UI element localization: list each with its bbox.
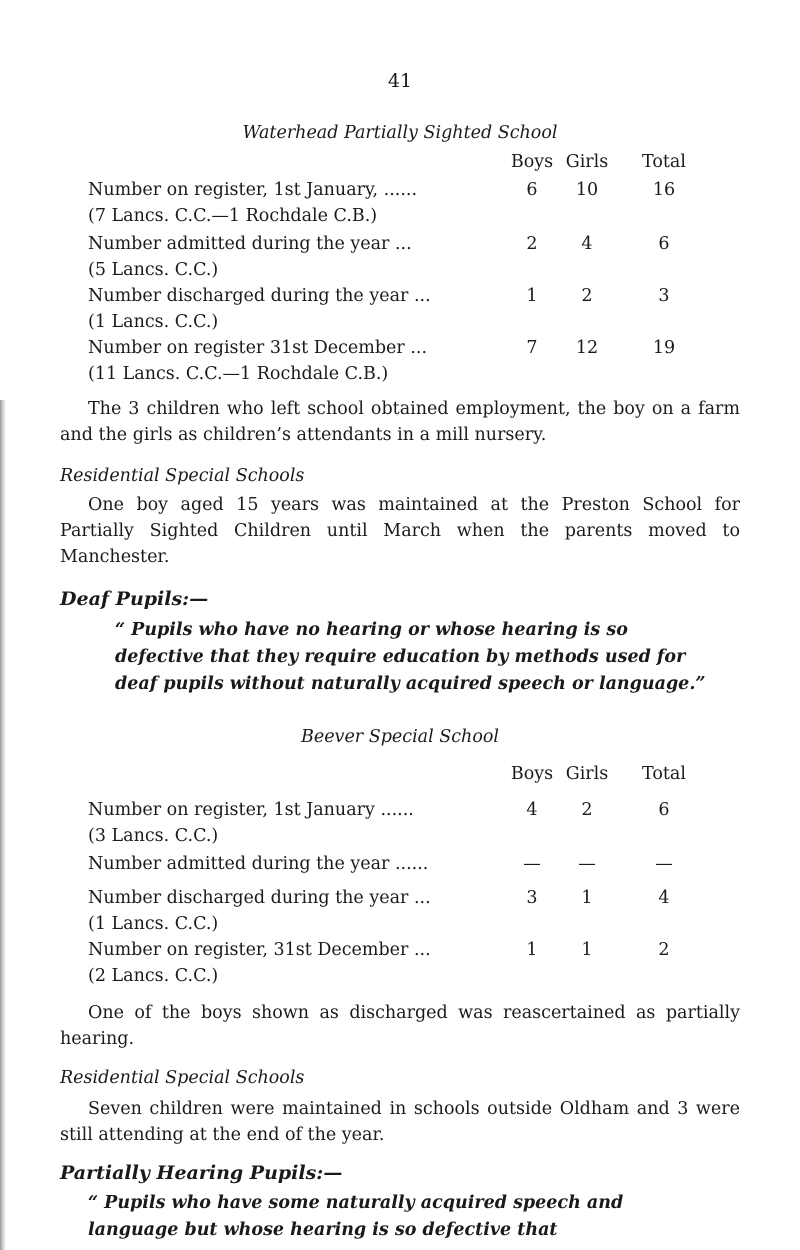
header-total: Total bbox=[642, 764, 686, 784]
row-label: Number on register, 31st December ... bbox=[88, 940, 431, 960]
row-label: Number admitted during the year ...... bbox=[88, 854, 429, 874]
residential-heading: Residential Special Schools bbox=[60, 466, 305, 486]
residential-paragraph bbox=[60, 492, 740, 570]
girls-value: 1 bbox=[581, 940, 593, 960]
boys-value: 1 bbox=[526, 940, 538, 960]
girls-value: 10 bbox=[575, 180, 599, 200]
row-label: Number on register, 1st January, ...... bbox=[88, 180, 418, 200]
residential-heading: Residential Special Schools bbox=[60, 1068, 305, 1088]
boys-value: 2 bbox=[526, 234, 538, 254]
header-boys: Boys bbox=[510, 764, 554, 784]
total-value: 2 bbox=[658, 940, 670, 960]
girls-value: 1 bbox=[581, 888, 593, 908]
row-sublabel: (11 Lancs. C.C.—1 Rochdale C.B.) bbox=[88, 364, 389, 384]
total-value: 19 bbox=[652, 338, 676, 358]
waterhead-note bbox=[60, 396, 740, 448]
header-girls: Girls bbox=[565, 764, 609, 784]
row-sublabel: (7 Lancs. C.C.—1 Rochdale C.B.) bbox=[88, 206, 378, 226]
row-sublabel: (1 Lancs. C.C.) bbox=[88, 312, 219, 332]
girls-value: 2 bbox=[581, 800, 593, 820]
boys-value: 1 bbox=[526, 286, 538, 306]
row-label: Number discharged during the year ... bbox=[88, 888, 431, 908]
beever-title: Beever Special School bbox=[300, 727, 499, 747]
total-value: 6 bbox=[658, 234, 670, 254]
row-label: Number discharged during the year ... bbox=[88, 286, 431, 306]
boys-value: 3 bbox=[526, 888, 538, 908]
partially-hearing-heading: Partially Hearing Pupils:— bbox=[60, 1162, 343, 1184]
deaf-pupils-heading: Deaf Pupils:— bbox=[60, 588, 209, 610]
header-total: Total bbox=[642, 152, 686, 172]
boys-value: 6 bbox=[526, 180, 538, 200]
girls-value: — bbox=[578, 854, 596, 874]
total-value: 6 bbox=[658, 800, 670, 820]
girls-value: 4 bbox=[581, 234, 593, 254]
header-girls: Girls bbox=[565, 152, 609, 172]
scan-edge-shadow bbox=[0, 400, 6, 1250]
girls-value: 12 bbox=[575, 338, 599, 358]
waterhead-note-text: The 3 children who left school obtained employment, the boy on a farm and the girls as children’s attendants in a mill nursery. bbox=[60, 399, 740, 445]
waterhead-title: Waterhead Partially Sighted School bbox=[242, 123, 558, 143]
total-value: 3 bbox=[658, 286, 670, 306]
total-value: 16 bbox=[652, 180, 676, 200]
beever-note bbox=[60, 1000, 740, 1052]
row-sublabel: (2 Lancs. C.C.) bbox=[88, 966, 219, 986]
row-sublabel: (1 Lancs. C.C.) bbox=[88, 914, 219, 934]
beever-note-text: One of the boys shown as discharged was reascertained as partially hearing. bbox=[60, 1003, 740, 1049]
boys-value: 4 bbox=[526, 800, 538, 820]
total-value: 4 bbox=[658, 888, 670, 908]
row-label: Number admitted during the year ... bbox=[88, 234, 412, 254]
residential-paragraph bbox=[60, 1096, 740, 1148]
girls-value: 2 bbox=[581, 286, 593, 306]
residential-text: Seven children were maintained in schools outside Oldham and 3 were still attending at the end of the year. bbox=[60, 1099, 740, 1145]
page-number: 41 bbox=[387, 70, 413, 92]
row-label: Number on register 31st December ... bbox=[88, 338, 428, 358]
boys-value: 7 bbox=[526, 338, 538, 358]
total-value: — bbox=[655, 854, 673, 874]
boys-value: — bbox=[523, 854, 541, 874]
row-sublabel: (3 Lancs. C.C.) bbox=[88, 826, 219, 846]
row-sublabel: (5 Lancs. C.C.) bbox=[88, 260, 219, 280]
header-boys: Boys bbox=[510, 152, 554, 172]
row-label: Number on register, 1st January ...... bbox=[88, 800, 414, 820]
partially-hearing-definition: “ Pupils who have some naturally acquired speech and language but whose hearing is so defective that bbox=[88, 1193, 624, 1240]
deaf-pupils-definition: “ Pupils who have no hearing or whose hearing is so defective that they require education by methods used for deaf pupils without naturally acquired speech or language.” bbox=[115, 620, 706, 694]
residential-text: One boy aged 15 years was maintained at the Preston School for Partially Sighted Children until March when the parents moved to Manchester. bbox=[60, 495, 740, 567]
